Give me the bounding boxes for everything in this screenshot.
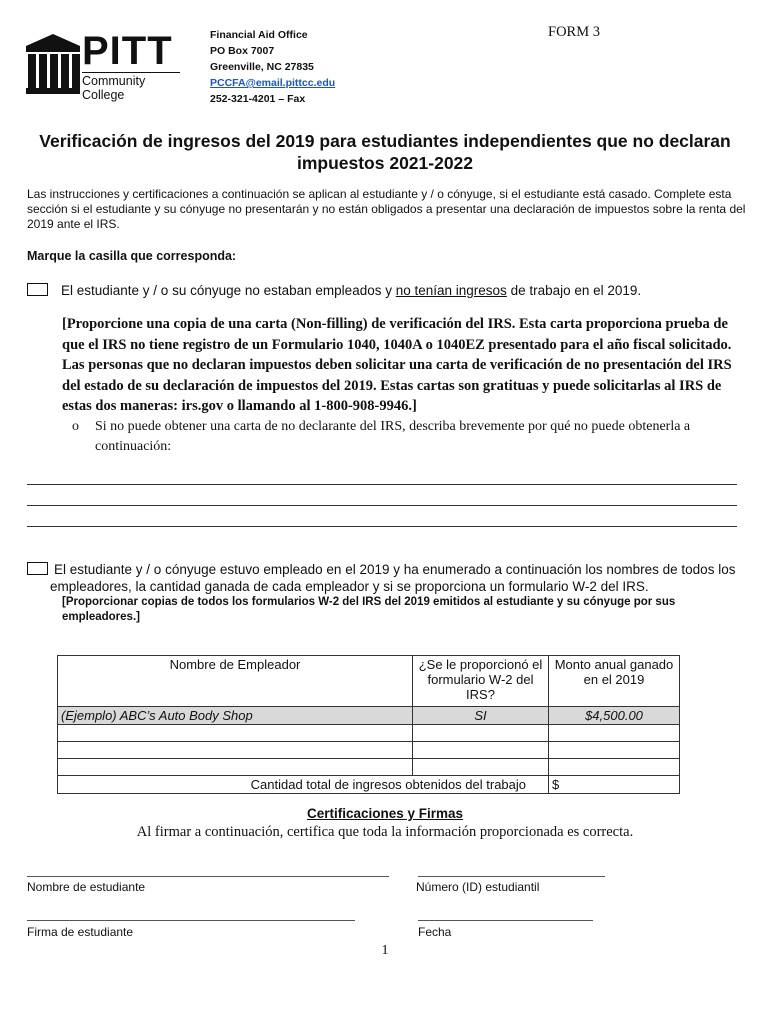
total-label: Cantidad total de ingresos obtenidos del trabajo	[58, 776, 549, 794]
table-row[interactable]	[58, 759, 680, 776]
office-po-box: PO Box 7007	[210, 45, 275, 57]
table-cell[interactable]	[58, 725, 413, 742]
option1-text-before: El estudiante y / o su cónyuge no estaban empleados y	[61, 283, 396, 298]
certification-text: Al firmar a continuación, certifica que toda la información proporcionada es correcta.	[136, 824, 634, 840]
option1-text-after: de trabajo en el 2019.	[506, 283, 642, 298]
option2-instructions: [Proporcionar copias de todos los formularios W-2 del IRS del 2019 emitidos al estudiante y su cónyuge por sus empleadores.]	[62, 596, 676, 623]
header-employer-name: Nombre de Empleador	[58, 656, 413, 707]
select-prompt: Marque la casilla que corresponda:	[27, 249, 237, 263]
signature-label: Firma de estudiante	[27, 925, 134, 939]
option1-text-underlined: no tenían ingresos	[395, 283, 507, 298]
table-cell[interactable]	[549, 742, 680, 759]
date-line[interactable]	[418, 920, 593, 921]
office-city: Greenville, NC 27835	[210, 61, 314, 73]
table-row[interactable]	[58, 742, 680, 759]
page-number: 1	[381, 943, 389, 958]
instructions: Las instrucciones y certificaciones a continuación se aplican al estudiante y / o cónyuge, si el estudiante está casado. Complete esta sección si el estudiante y su cónyuge no presentarán y no están obligados a presentar una declaración de impuestos sobre la renta del 2019 ante el IRS.	[27, 187, 746, 231]
option1-bullet	[72, 417, 742, 454]
option1-instructions: [Proporcione una copia de una carta (Non-filling) de verificación del IRS. Esta carta proporciona prueba de que el IRS no tiene registro de un Formulario 1040, 1040A o 1040EZ presentado para el año fiscal solicitado. Las personas que no declaran impuestos deben solicitar una carta de verificación de no presentación del IRS del estado de su declaración de impuestos del 2019. Estas cartas son gratituas y puede solicitarlas al IRS de estas dos maneras: irs.gov o llamando al 1-800-908-9946.]	[62, 316, 732, 414]
student-name-line[interactable]	[27, 876, 389, 877]
explanation-line-2[interactable]	[27, 505, 737, 506]
table-cell[interactable]	[549, 725, 680, 742]
table-cell[interactable]	[58, 742, 413, 759]
option2-text: El estudiante y / o cónyuge estuvo empleado en el 2019 y ha enumerado a continuación los nombres de todos los empleadores, la cantidad ganada de cada empleador y si se proporciona un formulario W-2 del IRS.	[50, 562, 736, 594]
explanation-line-1[interactable]	[27, 484, 737, 485]
logo-name: PITT	[82, 29, 173, 73]
certification-title: Certificaciones y Firmas	[306, 806, 464, 821]
table-row[interactable]	[58, 725, 680, 742]
office-email-link[interactable]: PCCFA@email.pittcc.edu	[210, 77, 336, 89]
office-fax: 252-321-4201 – Fax	[210, 93, 306, 105]
document-title: Verificación de ingresos del 2019 para estudiantes independientes que no declaran impuestos 2021-2022	[39, 131, 731, 173]
example-employer: (Ejemplo) ABC’s Auto Body Shop	[58, 707, 413, 725]
table-cell[interactable]	[413, 725, 549, 742]
table-cell[interactable]	[58, 759, 413, 776]
student-id-line[interactable]	[418, 876, 605, 877]
table-row-example	[58, 707, 680, 725]
table-cell[interactable]	[549, 759, 680, 776]
office-address	[210, 27, 335, 107]
form-label: FORM 3	[548, 24, 600, 40]
total-value[interactable]: $	[549, 776, 680, 794]
explanation-line-3[interactable]	[27, 526, 737, 527]
employer-table	[57, 655, 680, 794]
table-header-row	[58, 656, 680, 707]
header-annual-amount: Monto anual ganado en el 2019	[549, 656, 680, 707]
table-cell[interactable]	[413, 759, 549, 776]
bullet-text: Si no puede obtener una carta de no declarante del IRS, describa brevemente por qué no puede obtenerla a continuación:	[95, 419, 691, 454]
bullet-marker: o	[72, 419, 79, 434]
logo-subtitle: Community College	[82, 72, 180, 102]
signature-line[interactable]	[27, 920, 355, 921]
option2-label	[50, 561, 750, 595]
example-w2: SI	[413, 707, 549, 725]
table-total-row	[58, 776, 680, 794]
date-label: Fecha	[418, 925, 452, 939]
option2-checkbox[interactable]	[27, 562, 48, 575]
student-id-label: Número (ID) estudiantil	[416, 880, 540, 894]
example-amount: $4,500.00	[549, 707, 680, 725]
option1-checkbox[interactable]	[27, 283, 48, 296]
option1-label	[61, 283, 641, 298]
table-cell[interactable]	[413, 742, 549, 759]
student-name-label: Nombre de estudiante	[27, 880, 146, 894]
header-w2-provided: ¿Se le proporcionó el formulario W-2 del IRS?	[413, 656, 549, 707]
office-name: Financial Aid Office	[210, 29, 308, 41]
